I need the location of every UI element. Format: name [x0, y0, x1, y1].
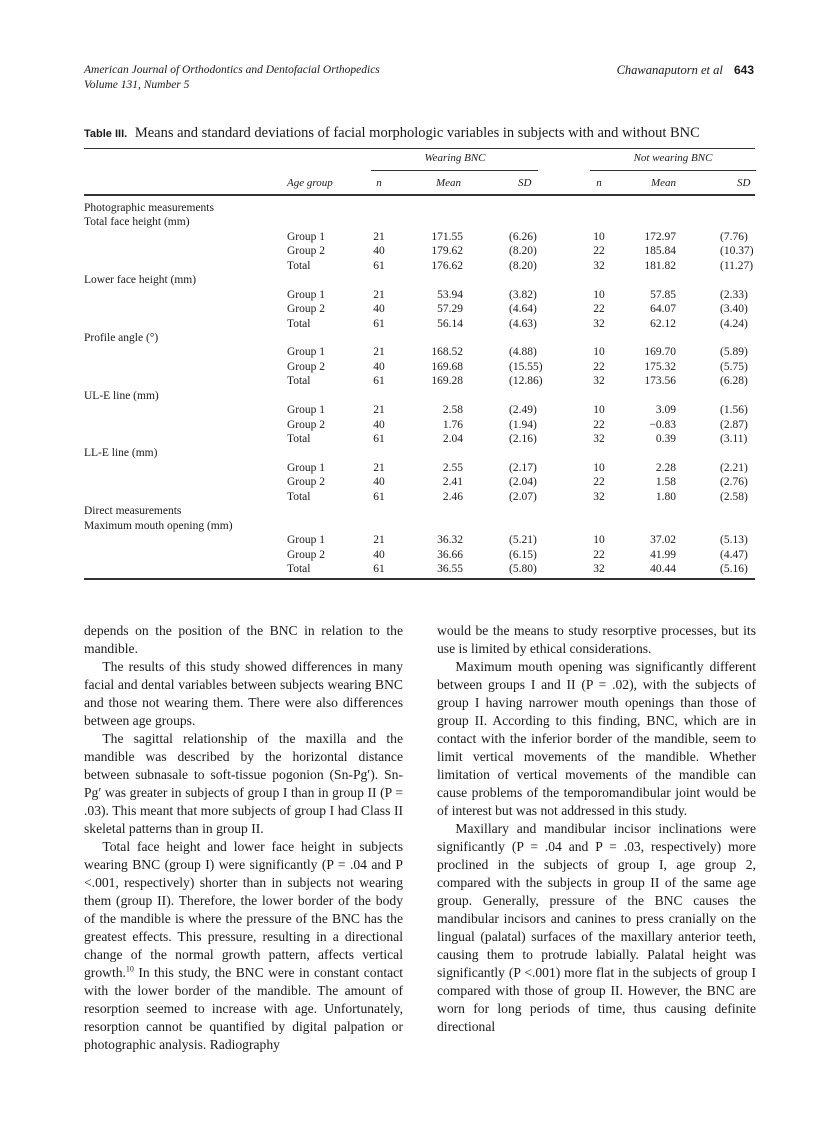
wearing-sd: (2.04): [509, 476, 537, 489]
age-group: Total: [287, 375, 311, 388]
wearing-n: 21: [373, 461, 385, 474]
not-wearing-sd: (11.27): [720, 259, 754, 272]
col-header-mean1: Mean: [436, 177, 462, 189]
not-wearing-mean: 41.99: [650, 548, 676, 561]
running-header-left: [84, 63, 380, 93]
table-section-row: [84, 519, 755, 533]
wearing-sd: (5.80): [509, 562, 537, 575]
paragraph-text: Total face height and lower face height in subjects wearing BNC (group I) were significantly (P = .04 and P <.001, respectively) shorter than in subjects not wearing them (group II). Therefore, the lower border of the body of the mandible is where the pressure of the BNC has the greatest effects. This pressure, resulting in a directional change of the normal growth pattern, affects vertical growth.: [84, 839, 403, 980]
not-wearing-sd: (2.76): [720, 476, 748, 489]
table-row: [84, 475, 755, 489]
col-header-age-group: Age group: [287, 177, 333, 189]
wearing-n: 61: [373, 375, 385, 388]
paragraph: Maxillary and mandibular incisor inclinations were significantly (P = .04 and P = .03, respectively) more proclined in the subjects of group I, age group 2, compared with the subjects in group II of the same age group. Generally, pressure of the BNC causes the mandibular incisors and canines to press cranially on the lingual (palatal) surfaces of the maxillary anterior teeth, causing them to protrude labially. Palatal height was significantly (P <.001) more flat in the subjects of group I compared with those of group II. However, the BNC are worn for long periods of time, thus causing definite directional: [437, 821, 756, 1034]
wearing-n: 21: [373, 288, 385, 301]
not-wearing-mean: 64.07: [650, 303, 676, 316]
paragraph: The results of this study showed differences in many facial and dental variables between subjects wearing BNC and those not wearing them. There were also differences between age groups.: [84, 659, 403, 728]
table-row: [84, 432, 755, 446]
journal-name: American Journal of Orthodontics and Dentofacial Orthopedics: [84, 64, 380, 76]
table-row: [84, 403, 755, 417]
group-header-not-wearing: Not wearing BNC: [633, 152, 713, 164]
age-group: Total: [287, 259, 311, 272]
row-label: Profile angle (°): [84, 331, 159, 344]
age-group: Group 1: [287, 288, 326, 301]
not-wearing-sd: (2.58): [720, 490, 748, 503]
table-section-row: [84, 389, 755, 403]
not-wearing-mean: 40.44: [650, 562, 676, 575]
wearing-sd: (6.26): [509, 230, 537, 243]
not-wearing-n: 22: [593, 245, 605, 258]
age-group: Total: [287, 433, 311, 445]
not-wearing-mean: 1.80: [655, 490, 676, 503]
wearing-sd: (3.82): [509, 288, 537, 301]
age-group: Total: [287, 317, 311, 330]
table-section-row: [84, 331, 755, 345]
authors: Chawanaputorn et al: [616, 63, 723, 77]
table-row: [84, 374, 755, 388]
table-row: [84, 259, 755, 273]
table-section-row: [84, 273, 755, 287]
age-group: Group 1: [287, 534, 326, 547]
table-label: Table III.: [84, 128, 128, 140]
not-wearing-mean: −0.83: [649, 418, 676, 431]
wearing-sd: (8.20): [509, 245, 537, 258]
not-wearing-n: 10: [593, 534, 605, 547]
table-section-row: [84, 446, 755, 460]
wearing-mean: 36.55: [437, 562, 463, 575]
not-wearing-mean: 3.09: [655, 404, 676, 417]
wearing-mean: 2.04: [442, 433, 463, 445]
not-wearing-sd: (10.37): [720, 245, 754, 258]
wearing-mean: 171.55: [431, 230, 463, 243]
wearing-mean: 2.55: [442, 461, 463, 474]
table-row: [84, 548, 755, 562]
not-wearing-sd: (2.33): [720, 288, 748, 301]
not-wearing-mean: 175.32: [644, 360, 676, 373]
wearing-n: 40: [373, 303, 385, 316]
wearing-n: 21: [373, 230, 385, 243]
not-wearing-mean: 62.12: [650, 317, 676, 330]
not-wearing-mean: 57.85: [650, 288, 676, 301]
wearing-sd: (4.64): [509, 303, 537, 316]
table-row: [84, 533, 755, 547]
not-wearing-n: 32: [593, 490, 605, 503]
not-wearing-n: 32: [593, 433, 605, 445]
wearing-n: 40: [373, 245, 385, 258]
wearing-n: 40: [373, 548, 385, 561]
row-label: UL-E line (mm): [84, 389, 159, 402]
wearing-n: 21: [373, 346, 385, 359]
age-group: Group 1: [287, 346, 326, 359]
paragraph: The sagittal relationship of the maxilla and the mandible was described by the horizontal distance between subnasale to soft-tissue pogonion (Sn-Pg′). Sn-Pg′ was greater in subjects of group I than in group II (P = .03). This meant that more subjects of group I had Class II skeletal patterns than in group II.: [84, 731, 403, 836]
wearing-mean: 2.46: [442, 490, 463, 503]
not-wearing-sd: (6.28): [720, 375, 748, 388]
wearing-n: 61: [373, 433, 385, 445]
wearing-sd: (15.55): [509, 360, 543, 373]
wearing-sd: (2.16): [509, 433, 537, 445]
not-wearing-sd: (5.13): [720, 534, 748, 547]
not-wearing-sd: (1.56): [720, 404, 748, 417]
not-wearing-n: 10: [593, 230, 605, 243]
table-row: [84, 490, 755, 504]
not-wearing-n: 22: [593, 476, 605, 489]
age-group: Group 2: [287, 418, 326, 431]
table-row: [84, 230, 755, 244]
not-wearing-sd: (5.89): [720, 346, 748, 359]
body-column-left: [84, 622, 403, 1054]
wearing-mean: 36.66: [437, 548, 463, 561]
row-label: LL-E line (mm): [84, 447, 158, 460]
age-group: Group 2: [287, 476, 326, 489]
wearing-mean: 2.41: [442, 476, 463, 489]
age-group: Group 2: [287, 548, 326, 561]
wearing-mean: 57.29: [437, 303, 463, 316]
paragraph: would be the means to study resorptive processes, but its use is limited by ethical considerations.: [437, 623, 756, 656]
not-wearing-mean: 172.97: [644, 230, 676, 243]
wearing-mean: 169.28: [431, 375, 463, 388]
wearing-n: 61: [373, 562, 385, 575]
table-row: [84, 360, 755, 374]
paragraph: depends on the position of the BNC in relation to the mandible.: [84, 623, 403, 656]
not-wearing-n: 32: [593, 562, 605, 575]
not-wearing-n: 10: [593, 288, 605, 301]
wearing-n: 61: [373, 259, 385, 272]
not-wearing-n: 10: [593, 346, 605, 359]
col-header-sd1: SD: [518, 177, 532, 189]
not-wearing-sd: (3.40): [720, 303, 748, 316]
group-rule-not-wearing: [590, 170, 756, 171]
not-wearing-mean: 1.58: [655, 476, 676, 489]
table-caption-text: Means and standard deviations of facial morphologic variables in subjects with and without BNC: [134, 125, 700, 141]
group-header-wearing: Wearing BNC: [424, 152, 486, 164]
col-header-n2: n: [596, 177, 602, 189]
paragraph: [84, 838, 403, 1054]
wearing-n: 61: [373, 317, 385, 330]
body-column-right: [437, 622, 756, 1036]
row-label: Maximum mouth opening (mm): [84, 519, 233, 532]
not-wearing-mean: 185.84: [644, 245, 676, 258]
not-wearing-sd: (2.21): [720, 461, 748, 474]
not-wearing-sd: (5.16): [720, 562, 748, 575]
not-wearing-mean: 0.39: [655, 433, 676, 445]
not-wearing-n: 22: [593, 548, 605, 561]
wearing-n: 40: [373, 476, 385, 489]
table-row: [84, 244, 755, 258]
wearing-sd: (12.86): [509, 375, 543, 388]
running-header-right: [617, 63, 754, 78]
table-row: [84, 418, 755, 432]
wearing-sd: (2.07): [509, 490, 537, 503]
wearing-sd: (5.21): [509, 534, 537, 547]
age-group: Group 2: [287, 245, 326, 258]
wearing-sd: (2.17): [509, 461, 537, 474]
age-group: Group 1: [287, 230, 326, 243]
wearing-mean: 56.14: [437, 317, 463, 330]
not-wearing-sd: (2.87): [720, 418, 748, 431]
age-group: Total: [287, 562, 311, 575]
not-wearing-mean: 169.70: [644, 346, 676, 359]
wearing-sd: (2.49): [509, 404, 537, 417]
reference-superscript: 10: [125, 964, 134, 974]
wearing-n: 40: [373, 418, 385, 431]
wearing-sd: (4.88): [509, 346, 537, 359]
not-wearing-n: 32: [593, 317, 605, 330]
paragraph-text: In this study, the BNC were in constant contact with the lower border of the mandible. The amount of resorption seemed to increase with age. Unfortunately, resorption cannot be quantified by digital palpation or photographic analysis. Radiography: [84, 965, 403, 1052]
wearing-mean: 1.76: [442, 418, 463, 431]
wearing-n: 21: [373, 534, 385, 547]
not-wearing-sd: (5.75): [720, 360, 748, 373]
not-wearing-mean: 173.56: [644, 375, 676, 388]
not-wearing-sd: (4.24): [720, 317, 748, 330]
not-wearing-mean: 2.28: [655, 461, 676, 474]
wearing-mean: 179.62: [431, 245, 463, 258]
group-rule-wearing: [371, 170, 538, 171]
row-label: Photographic measurements: [84, 202, 214, 214]
not-wearing-n: 32: [593, 375, 605, 388]
wearing-sd: (8.20): [509, 259, 537, 272]
paragraph: Maximum mouth opening was significantly different between groups I and II (P = .02), with the subjects of group I having narrower mouth openings than those of group II. According to this finding, BNC, which are in contact with the inferior border of the mandible, seem to limit vertical movements of the mandible. Whether limitation of vertical movements of the mandible can cause problems of the temporomandibular joint would be of interest but was not addressed in this study.: [437, 659, 756, 818]
age-group: Group 2: [287, 360, 326, 373]
not-wearing-n: 10: [593, 404, 605, 417]
table-row: [84, 562, 755, 576]
wearing-mean: 53.94: [437, 288, 463, 301]
wearing-n: 40: [373, 360, 385, 373]
table-row: [84, 345, 755, 359]
not-wearing-sd: (7.76): [720, 230, 748, 243]
not-wearing-n: 10: [593, 461, 605, 474]
wearing-sd: (1.94): [509, 418, 537, 431]
table-body: [84, 201, 755, 576]
not-wearing-mean: 181.82: [644, 259, 676, 272]
wearing-n: 21: [373, 404, 385, 417]
wearing-sd: (6.15): [509, 548, 537, 561]
wearing-n: 61: [373, 490, 385, 503]
wearing-mean: 2.58: [442, 404, 463, 417]
not-wearing-n: 22: [593, 360, 605, 373]
wearing-mean: 36.32: [437, 534, 463, 547]
journal-volume: Volume 131, Number 5: [84, 79, 190, 91]
not-wearing-sd: (4.47): [720, 548, 748, 561]
age-group: Group 2: [287, 303, 326, 316]
not-wearing-n: 22: [593, 418, 605, 431]
age-group: Group 1: [287, 404, 326, 417]
row-label: Lower face height (mm): [84, 274, 197, 287]
col-header-mean2: Mean: [651, 177, 677, 189]
table-section-row: [84, 201, 755, 215]
not-wearing-sd: (3.11): [720, 433, 748, 445]
wearing-mean: 169.68: [431, 360, 463, 373]
not-wearing-mean: 37.02: [650, 534, 676, 547]
not-wearing-n: 22: [593, 303, 605, 316]
table-header-rule: [84, 194, 755, 196]
wearing-sd: (4.63): [509, 317, 537, 330]
col-header-sd2: SD: [737, 177, 751, 189]
col-header-n1: n: [376, 177, 382, 189]
table-row: [84, 461, 755, 475]
age-group: Total: [287, 490, 311, 503]
table-bottom-rule: [84, 578, 755, 580]
table-row: [84, 288, 755, 302]
row-label: Total face height (mm): [84, 216, 190, 229]
table-section-row: [84, 504, 755, 518]
table-section-row: [84, 215, 755, 229]
age-group: Group 1: [287, 461, 326, 474]
row-label: Direct measurements: [84, 505, 182, 518]
not-wearing-n: 32: [593, 259, 605, 272]
table-row: [84, 317, 755, 331]
table-row: [84, 302, 755, 316]
wearing-mean: 168.52: [431, 346, 463, 359]
table-caption: [84, 125, 700, 142]
page-number: 643: [733, 63, 754, 77]
table-top-rule: [84, 148, 755, 149]
wearing-mean: 176.62: [431, 259, 463, 272]
